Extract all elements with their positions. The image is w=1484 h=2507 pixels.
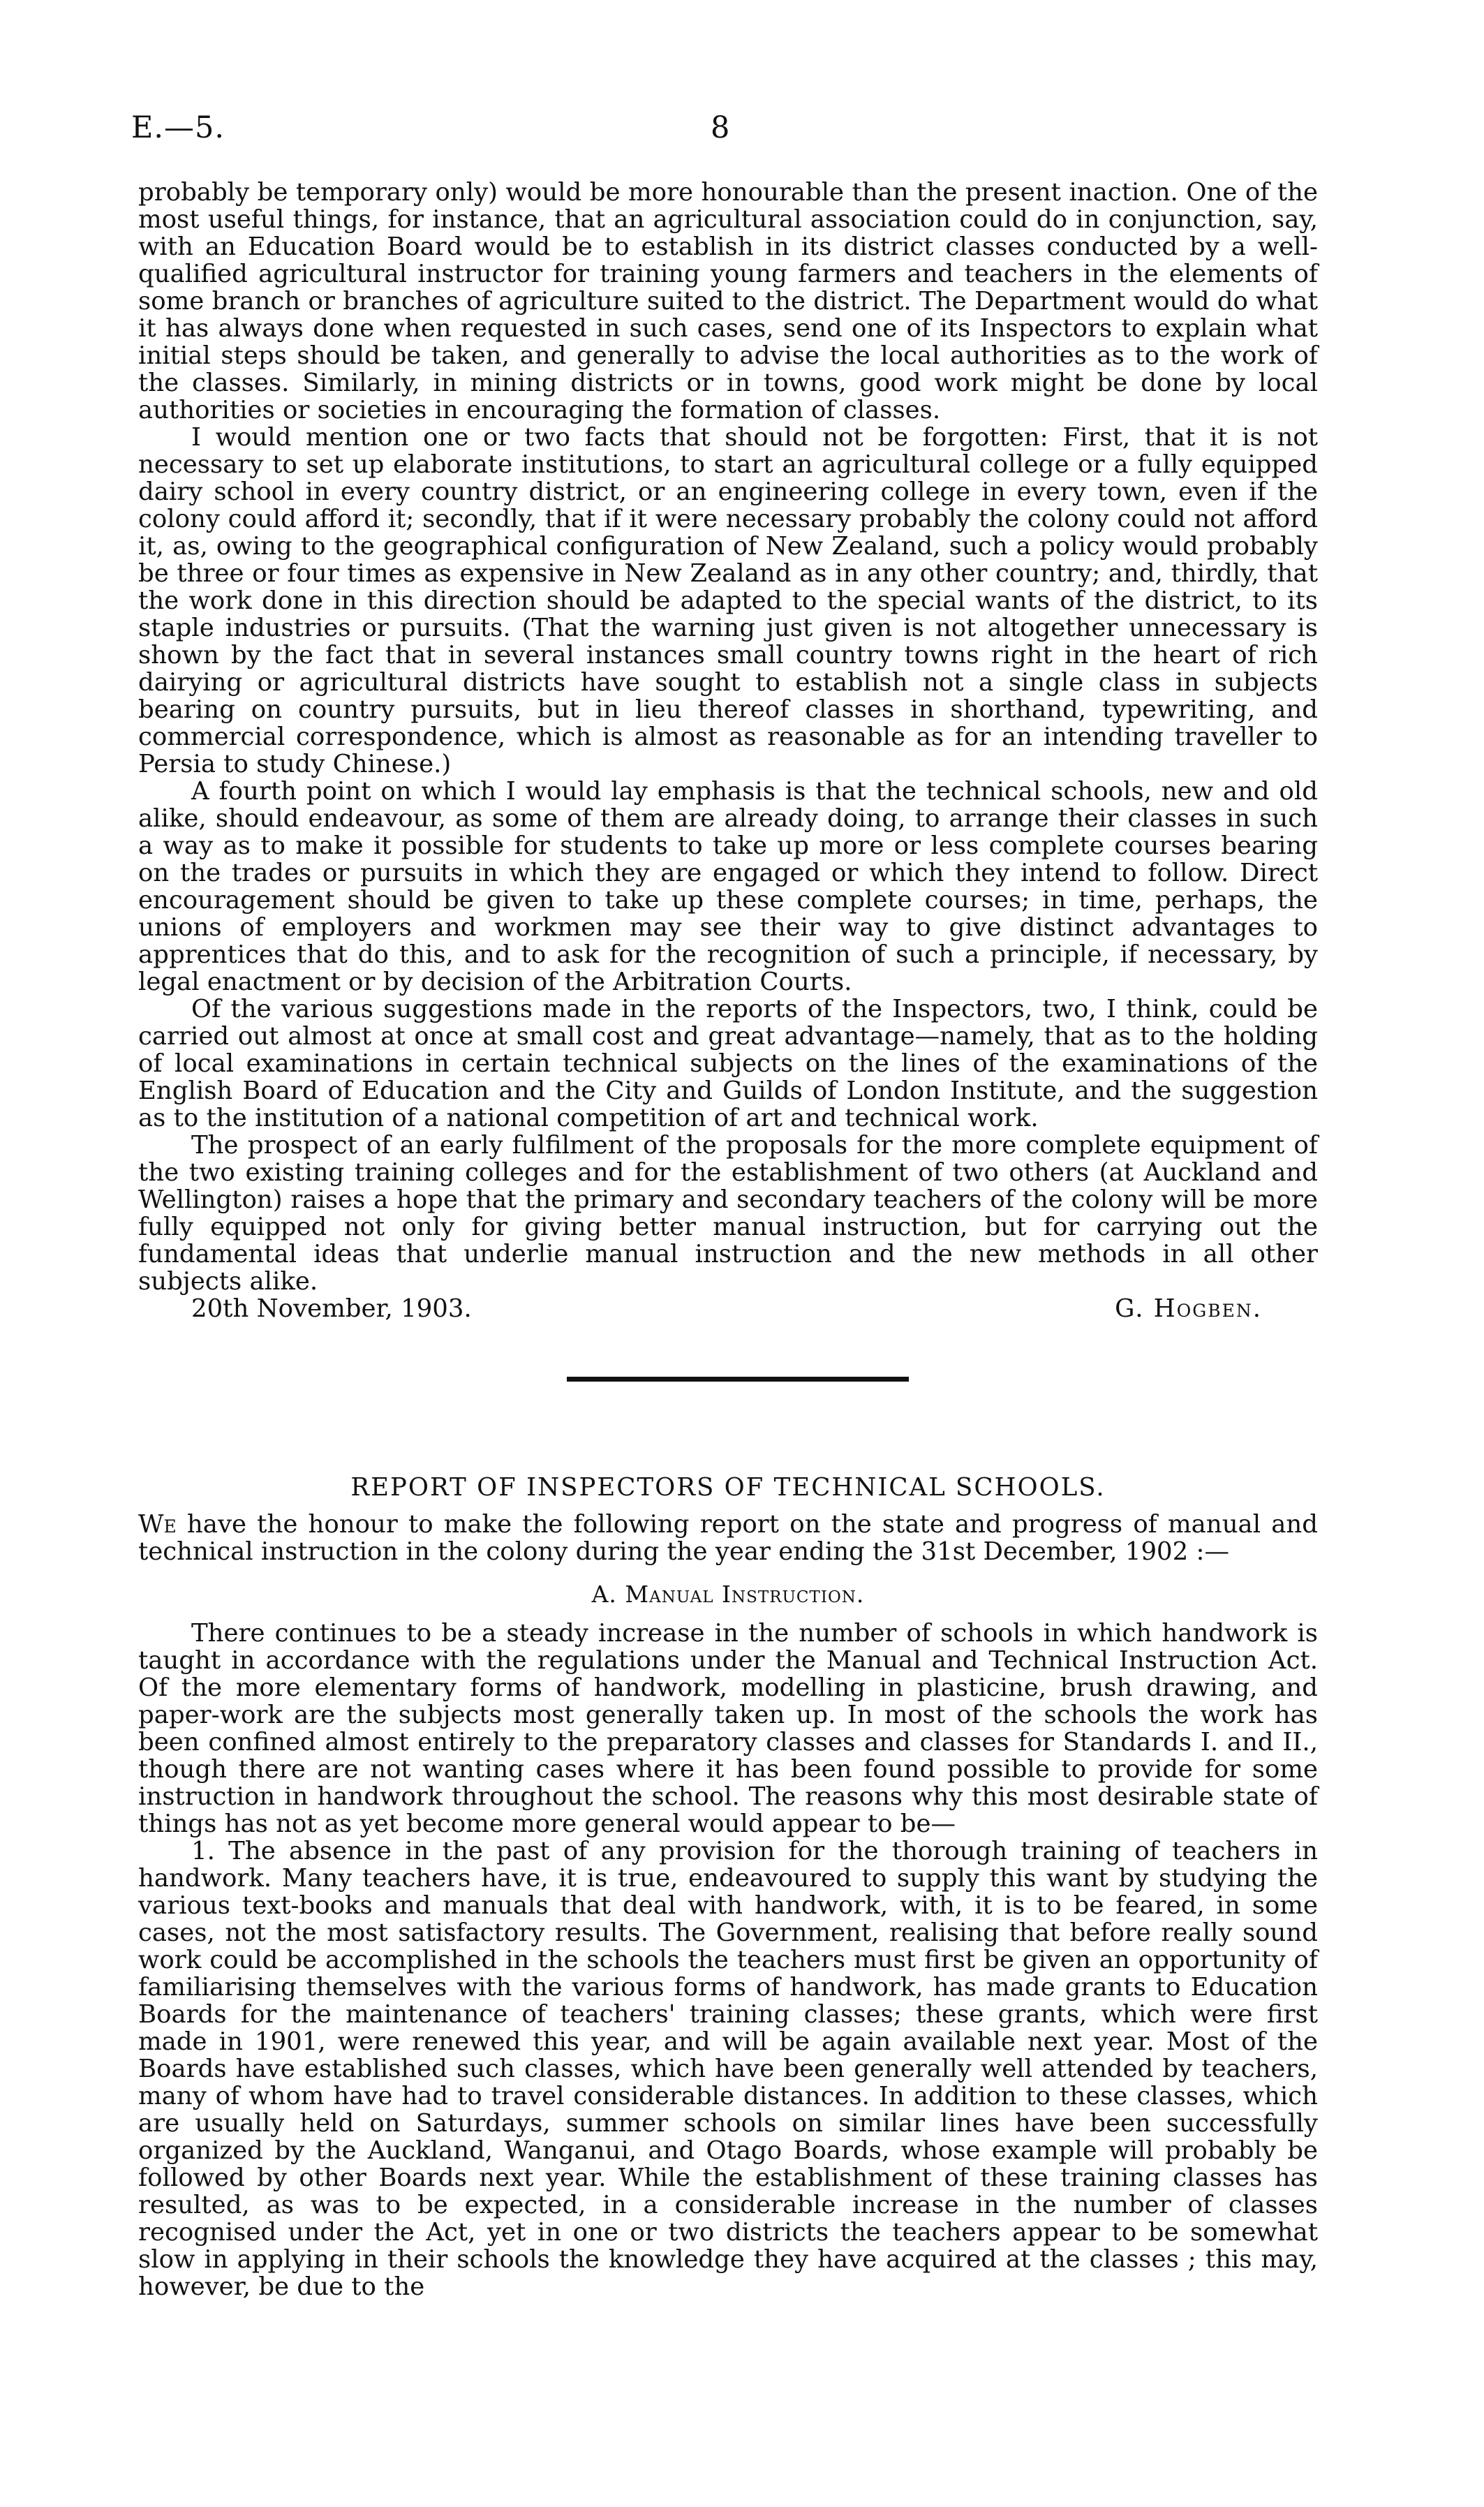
paragraph: A fourth point on which I would lay emphasis is that the technical schools, new and old alike, should endeavour, as some of them are already doing, to arrange their classes in such a way as to make it possible for students to take up more or less complete courses bearing on the trades or pursuits in which they are engaged or which they intend to follow. Direct encouragement should be given to take up these complete courses; in time, perhaps, the unions of employers and workmen may see their way to give distinct advantages to apprentices that do this, and to ask for the recognition of such a principle, if necessary, by legal enactment or by decision of the Arbitration Courts. (138, 777, 1318, 996)
intro-lead: We (138, 1510, 177, 1539)
page-reference: E.—5. (131, 110, 225, 145)
paragraph: probably be temporary only) would be more honourable than the present inaction. One of the most useful things, for instance, that an agricultural association could do in conjunction, say, with an Education Board would be to establish in its district classes conducted by a well-qualified agricultural instructor for training young farmers and teachers in the elements of some branch or branches of agriculture suited to the district. The Department would do what it has always done when requested in such cases, send one of its Inspectors to explain what initial steps should be taken, and generally to advise the local authorities as to the work of the classes. Similarly, in mining districts or in towns, good work might be done by local authorities or societies in encouraging the formation of classes. (138, 178, 1318, 424)
upper-text-block (138, 179, 1318, 1322)
report-text-block (138, 1620, 1318, 2300)
report-title: REPORT OF INSPECTORS OF TECHNICAL SCHOOLS. (350, 1473, 1106, 1502)
report-intro (138, 1511, 1318, 1565)
signature-line (138, 1295, 1318, 1322)
report-date: 20th November, 1903. (191, 1294, 472, 1323)
paragraph: 1. The absence in the past of any provision for the thorough training of teachers in handwork. Many teachers have, it is true, endeavoured to supply this want by studying the various text-books and manuals that deal with handwork, with, it is to be feared, in some cases, not the most satisfactory results. The Government, realising that before really sound work could be accomplished in the schools the teachers must first be given an opportunity of familiarising themselves with the various forms of handwork, has made grants to Education Boards for the maintenance of teachers' training classes; these grants, which were first made in 1901, were renewed this year, and will be again available next year. Most of the Boards have established such classes, which have been generally well attended by teachers, many of whom have had to travel considerable distances. In addition to these classes, which are usually held on Saturdays, summer schools on similar lines have been successfully organized by the Auckland, Wanganui, and Otago Boards, whose example will probably be followed by other Boards next year. While the establishment of these training classes has resulted, as was to be expected, in a considerable increase in the number of classes recognised under the Act, yet in one or two districts the teachers appear to be somewhat slow in applying in their schools the knowledge they have acquired at the classes ; this may, however, be due to the (138, 1837, 1318, 2301)
paragraph: There continues to be a steady increase in the number of schools in which handwork is taught in accordance with the regulations under the Manual and Technical Instruction Act. Of the more elementary forms of handwork, modelling in plasticine, brush drawing, and paper-work are the subjects most generally taken up. In most of the schools the work has been confined almost entirely to the preparatory classes and classes for Standards I. and II., though there are not wanting cases where it has been found possible to provide for some instruction in handwork throughout the school. The reasons why this most desirable state of things has not as yet become more general would appear to be— (138, 1619, 1318, 1838)
paragraph: Of the various suggestions made in the reports of the Inspectors, two, I think, could be carried out almost at once at small cost and great advantage—namely, that as to the holding of local examinations in certain technical subjects on the lines of the examinations of the English Board of Education and the City and Guilds of London Institute, and the suggestion as to the institution of a national competition of art and technical work. (138, 995, 1318, 1132)
intro-paragraph (138, 1511, 1318, 1565)
section-divider (567, 1377, 909, 1382)
intro-rest: have the honour to make the following report on the state and progress of manual and technical instruction in the colony during the year ending the 31st December, 1902 :— (138, 1510, 1318, 1566)
signature: G. Hogben. (1115, 1294, 1262, 1323)
paragraph: I would mention one or two facts that should not be forgotten: First, that it is not necessary to set up elaborate institutions, to start an agricultural college or a fully equipped dairy school in every country district, or an engineering college in every town, even if the colony could afford it; secondly, that if it were necessary probably the colony could not afford it, as, owing to the geographical configuration of New Zealand, such a policy would probably be three or four times as expensive in New Zealand as in any other country; and, thirdly, that the work done in this direction should be adapted to the special wants of the district, to its staple industries or pursuits. (That the warning just given is not altogether unnecessary is shown by the fact that in several instances small country towns right in the heart of rich dairying or agricultural districts have sought to establish not a single class in subjects bearing on country pursuits, but in lieu thereof classes in shorthand, typewriting, and commercial correspondence, which is almost as reasonable as for an intending traveller to Persia to study Chinese.) (138, 423, 1318, 778)
paragraph: The prospect of an early fulfilment of the proposals for the more complete equipment of the two existing training colleges and for the establishment of two others (at Auckland and Wellington) raises a hope that the primary and secondary teachers of the colony will be more fully equipped not only for giving better manual instruction, but for carrying out the fundamental ideas that underlie manual instruction and the new methods in all other subjects alike. (138, 1131, 1318, 1296)
page-number: 8 (711, 110, 730, 145)
section-title: A. Manual Instruction. (591, 1581, 865, 1608)
